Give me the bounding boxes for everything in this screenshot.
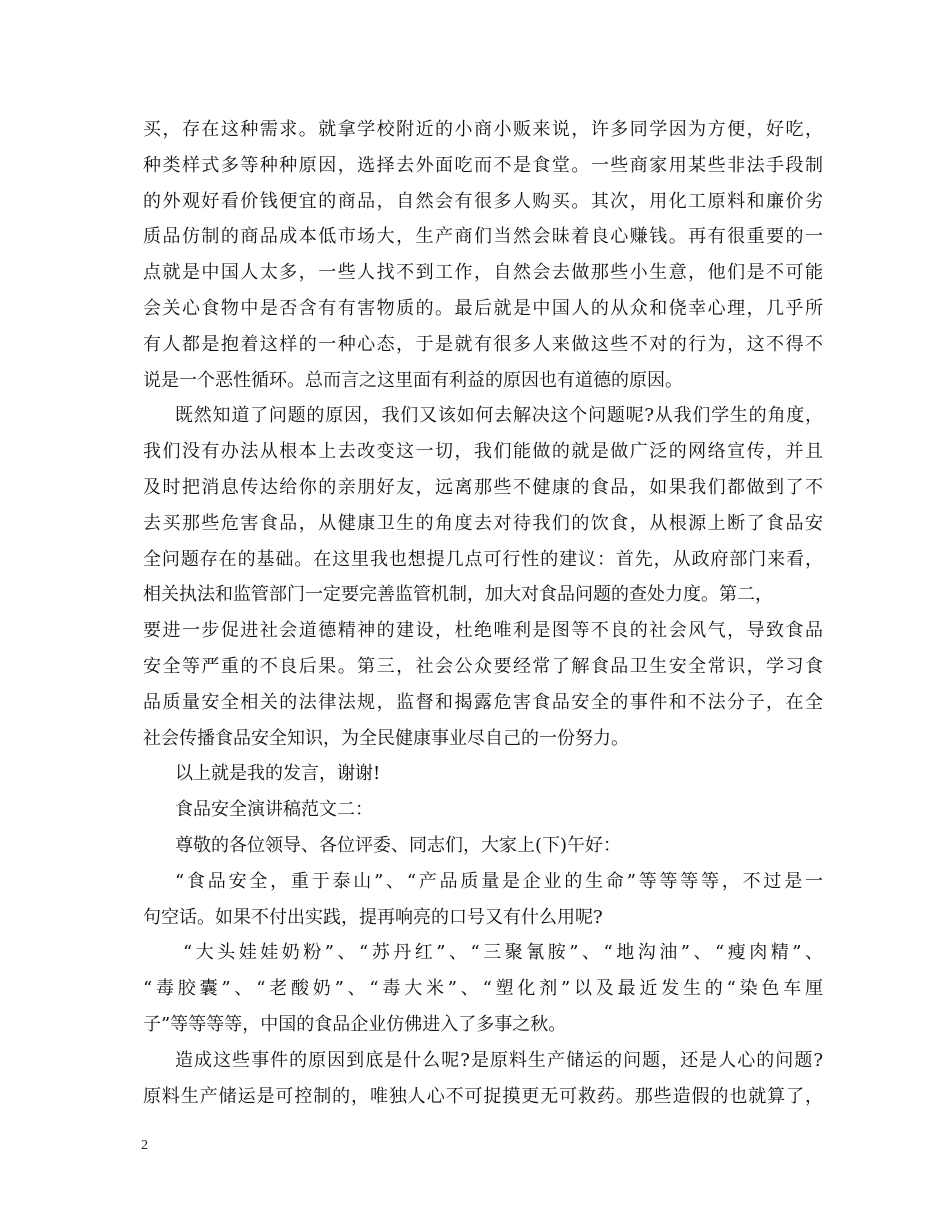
text-line: 尊敬的各位领导、各位评委、同志们，大家上(下)午好： [175, 834, 622, 856]
text-line: 句空话。如果不付出实践，提再响亮的口号又有什么用呢? [143, 906, 603, 928]
text-line: 买，存在这种需求。就拿学校附近的小商小贩来说，许多同学因为方便，好吃， [143, 119, 823, 140]
text-line: 全问题存在的基础。在这里我也想提几点可行性的建议：首先，从政府部门来看， [143, 548, 823, 570]
text-line: 原料生产储运是可控制的，唯独人心不可捉摸更无可救药。那些造假的也就算了， [143, 1085, 823, 1107]
text-line: 我们没有办法从根本上去改变这一切，我们能做的就是做广泛的网络宣传，并且 [143, 441, 823, 463]
text-line: 既然知道了问题的原因，我们又该如何去解决这个问题呢?从我们学生的角度， [175, 405, 823, 427]
text-line: 以上就是我的发言，谢谢! [175, 763, 381, 785]
text-line: 社会传播食品安全知识，为全民健康事业尽自己的一份努力。 [143, 727, 629, 749]
text-line: “大头娃娃奶粉”、“苏丹红”、“三聚氰胺”、“地沟油”、“瘦肉精”、 [183, 942, 823, 964]
text-line: 子”等等等等，中国的食品企业仿佛进入了多事之秋。 [143, 1013, 567, 1035]
text-line: 种类样式多等种种原因，选择去外面吃而不是食堂。一些商家用某些非法手段制 [143, 154, 823, 176]
text-line: “食品安全，重于泰山”、“产品质量是企业的生命”等等等等，不过是一 [175, 870, 823, 892]
text-line: 去买那些危害食品，从健康卫生的角度去对待我们的饮食，从根源上断了食品安 [143, 512, 823, 534]
text-line: 相关执法和监管部门一定要完善监管机制，加大对食品问题的查处力度。第二， [143, 584, 773, 606]
text-line: 质品仿制的商品成本低市场大，生产商们当然会昧着良心赚钱。再有很重要的一 [143, 226, 823, 248]
text-line: 及时把消息传达给你的亲朋好友，远离那些不健康的食品，如果我们都做到了不 [143, 476, 823, 498]
text-line: “毒胶囊”、“老酸奶”、“毒大米”、“塑化剂”以及最近发生的“染色车厘 [143, 978, 823, 1000]
document-body [143, 112, 823, 1114]
text-line: 安全等严重的不良后果。第三，社会公众要经常了解食品卫生安全常识，学习食 [143, 655, 823, 677]
text-line: 点就是中国人太多，一些人找不到工作，自然会去做那些小生意，他们是不可能 [143, 262, 823, 284]
text-line: 食品安全演讲稿范文二： [175, 799, 373, 821]
text-line: 品质量安全相关的法律法规，监督和揭露危害食品安全的事件和不法分子，在全 [143, 691, 823, 713]
text-line: 会关心食物中是否含有有害物质的。最后就是中国人的从众和侥幸心理，几乎所 [143, 297, 823, 319]
text-line: 有人都是抱着这样的一种心态，于是就有很多人来做这些不对的行为，这不得不 [143, 333, 823, 355]
text-line: 要进一步促进社会道德精神的建设，杜绝唯利是图等不良的社会风气，导致食品 [143, 620, 823, 642]
text-line: 说是一个恶性循环。总而言之这里面有利益的原因也有道德的原因。 [143, 369, 683, 391]
page-number: 2 [141, 1138, 148, 1153]
text-line: 的外观好看价钱便宜的商品，自然会有很多人购买。其次，用化工原料和廉价劣 [143, 190, 823, 212]
text-line: 造成这些事件的原因到底是什么呢?是原料生产储运的问题，还是人心的问题? [175, 1049, 823, 1071]
